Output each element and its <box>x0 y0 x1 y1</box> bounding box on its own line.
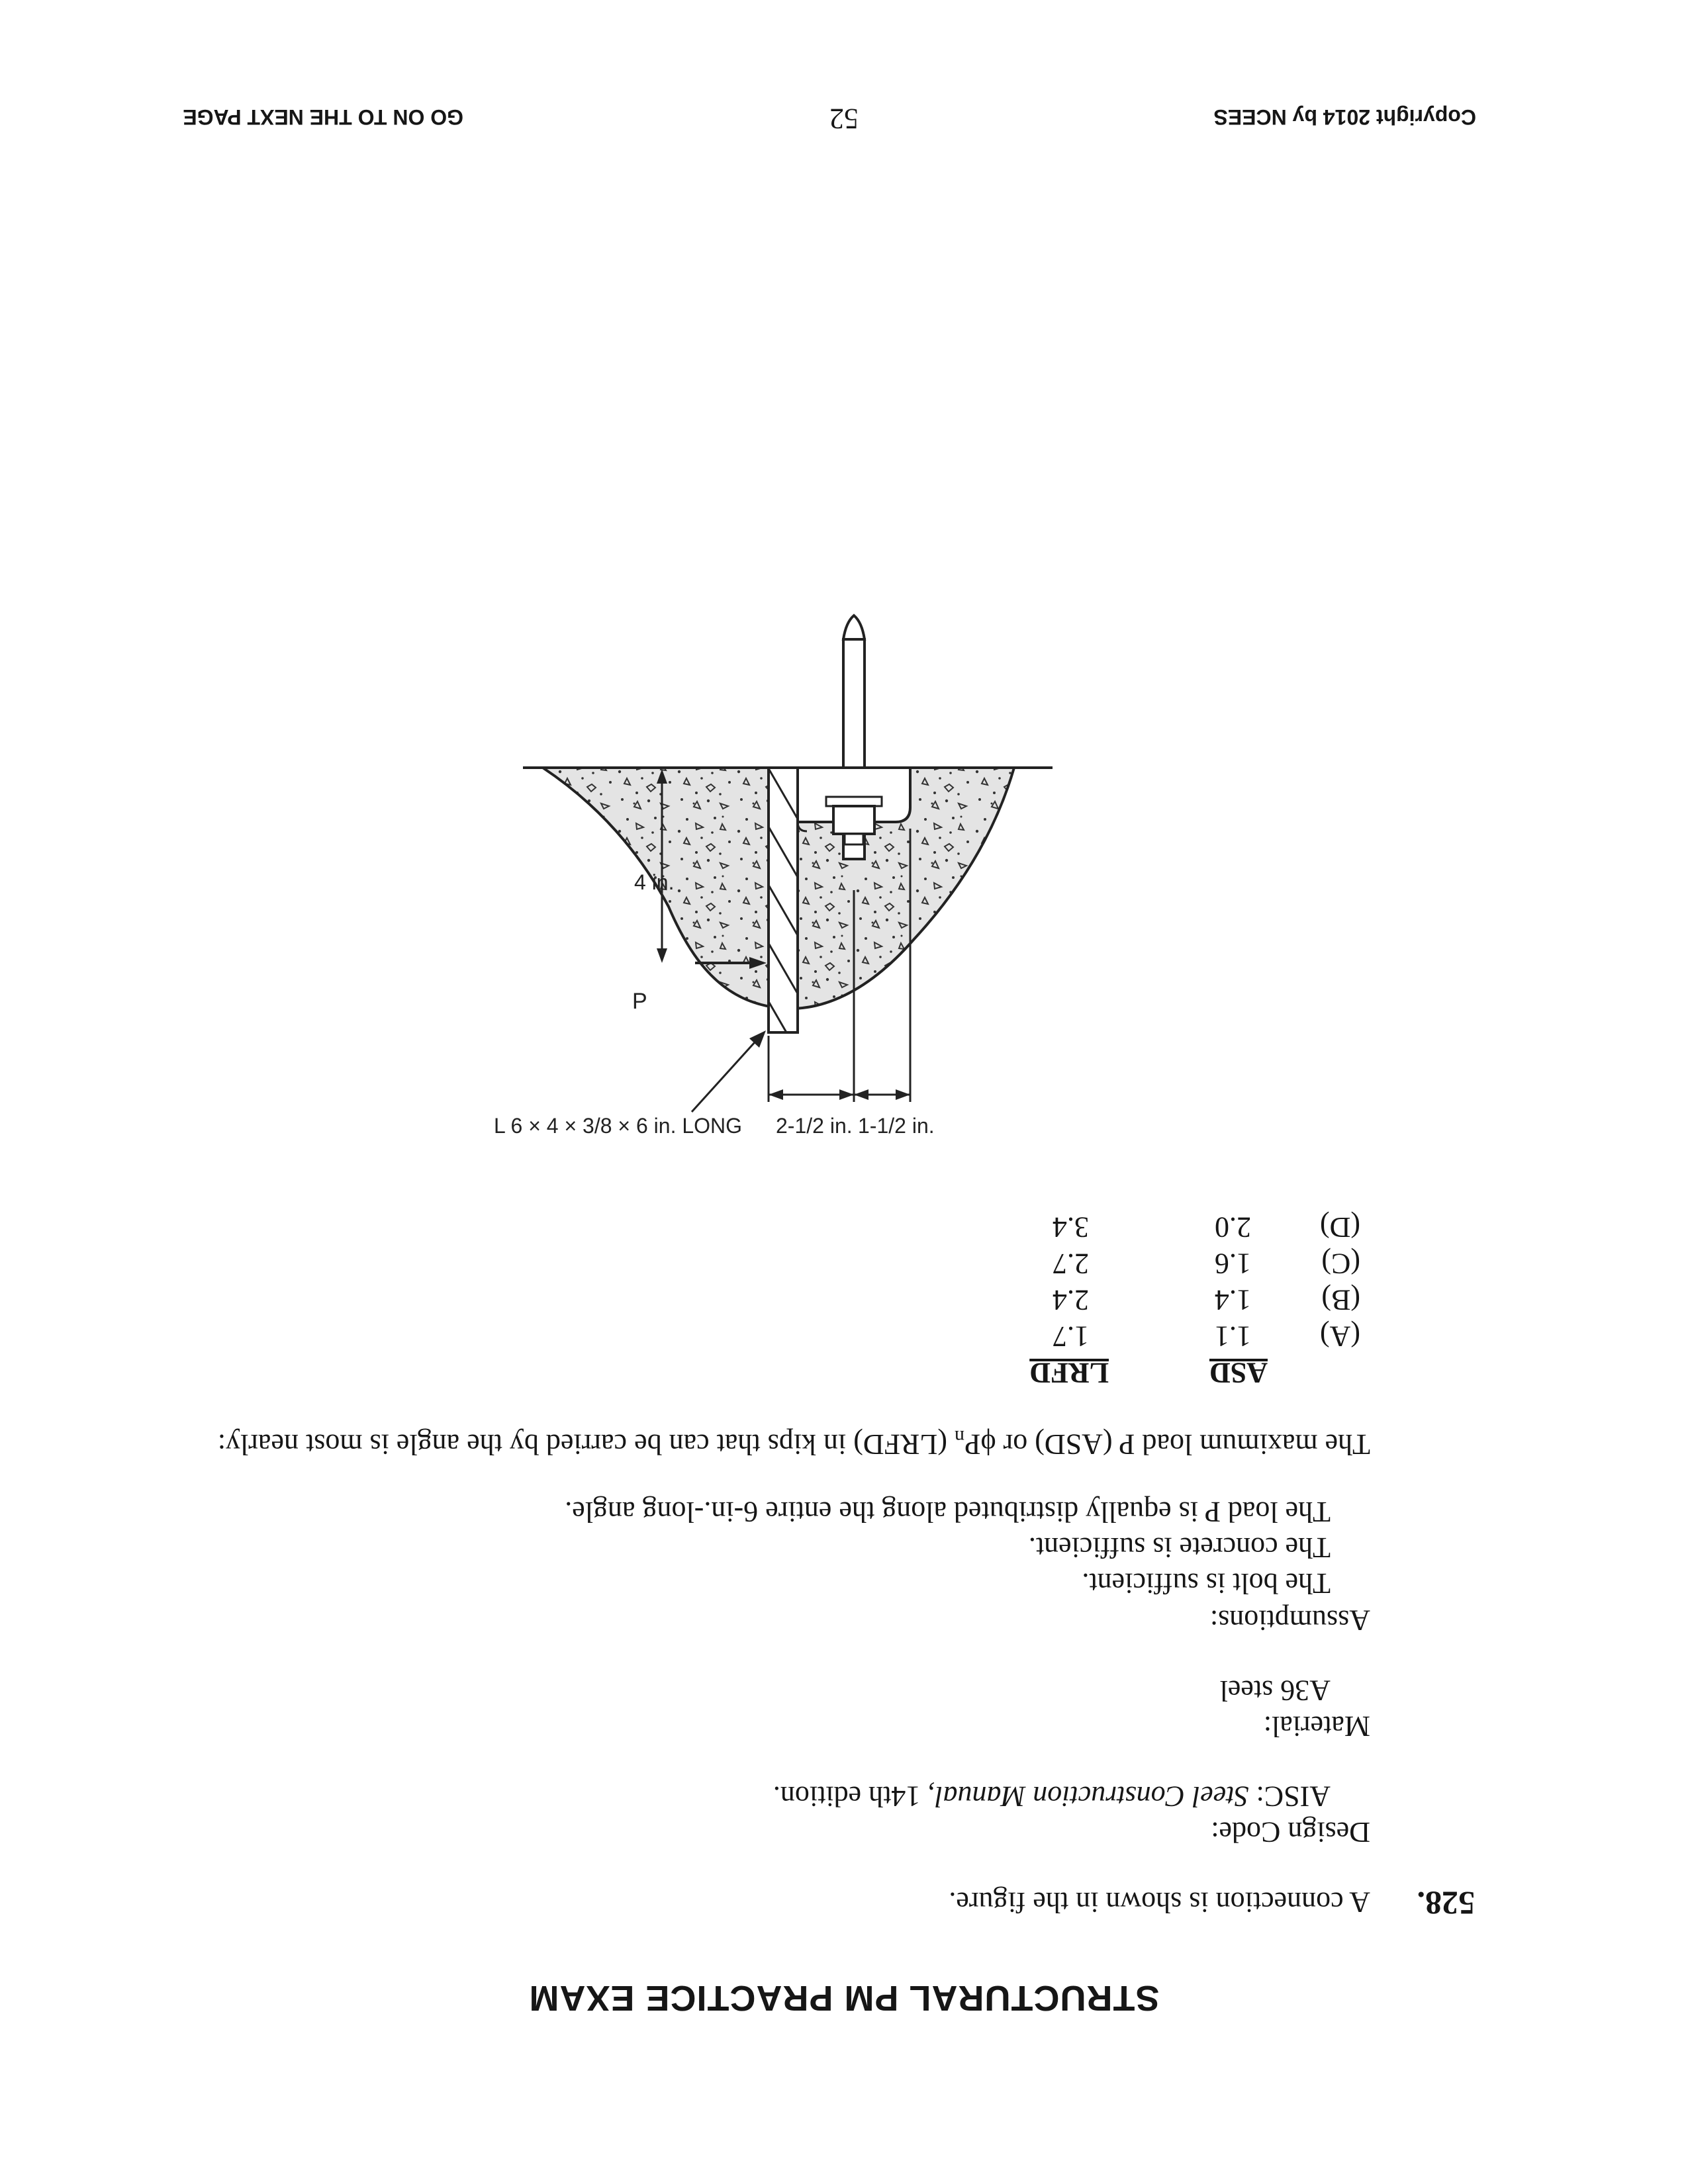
dim-arrow <box>854 1089 868 1100</box>
phi-p: ϕP <box>964 1428 996 1461</box>
option-a-letter[interactable]: (A) <box>1319 1320 1360 1353</box>
option-d-letter[interactable]: (D) <box>1319 1211 1360 1244</box>
option-c-letter[interactable]: (C) <box>1321 1248 1360 1280</box>
phi-p-subscript: n <box>954 1426 964 1448</box>
design-code-prefix: AISC: <box>1248 1780 1331 1813</box>
anchor-bolt-head <box>843 615 865 639</box>
option-c-lrfd: 2.7 <box>1053 1248 1089 1280</box>
nut <box>833 806 874 834</box>
design-code-label: Design Code: <box>1211 1816 1370 1848</box>
material-value: A36 steel <box>1219 1674 1331 1707</box>
angle-leader-line <box>692 1042 755 1112</box>
option-b-lrfd: 2.4 <box>1053 1284 1089 1316</box>
option-d-asd: 2.0 <box>1215 1211 1251 1244</box>
dim-arrow <box>839 1089 854 1100</box>
option-d-lrfd: 3.4 <box>1053 1211 1089 1244</box>
assumption-item: The concrete is sufficient. <box>1028 1531 1331 1564</box>
page-number: 52 <box>829 103 859 135</box>
page-title: STRUCTURAL PM PRACTICE EXAM <box>528 1978 1160 2018</box>
option-b-asd: 1.4 <box>1215 1284 1251 1316</box>
column-header-lrfd: LRFD <box>1029 1357 1109 1389</box>
option-a-lrfd: 1.7 <box>1053 1320 1089 1353</box>
assumption-item: The load P is equally distributed along the entire 6-in.-long angle. <box>565 1496 1331 1528</box>
bolt-tip <box>845 834 863 844</box>
question-intro: A connection is shown in the figure. <box>949 1886 1370 1919</box>
option-b-letter[interactable]: (B) <box>1321 1284 1360 1316</box>
dim-4in-arrow <box>657 948 667 963</box>
column-header-asd: ASD <box>1209 1357 1268 1389</box>
option-c-asd: 1.6 <box>1215 1248 1251 1280</box>
washer <box>826 797 882 806</box>
footer-next-page: GO ON TO THE NEXT PAGE <box>183 105 463 129</box>
dim-arrow <box>896 1089 910 1100</box>
angle-size-label: L 6 × 4 × 3/8 × 6 in. LONG <box>494 1114 743 1138</box>
question-text-after: (LRFD) in kips that can be carried by the angle is most nearly: <box>217 1428 955 1461</box>
angle-vertical-leg <box>769 768 798 1032</box>
dim-1-label: 1-1/2 in. <box>858 1114 935 1138</box>
material-label: Material: <box>1263 1710 1370 1743</box>
question-number: 528. <box>1417 1885 1475 1922</box>
assumption-item: The bolt is sufficient. <box>1082 1567 1331 1600</box>
dim-4in-label: 4 in. <box>634 870 675 894</box>
footer-copyright: Copyright 2014 by NCEES <box>1213 105 1476 129</box>
option-a-asd: 1.1 <box>1215 1320 1251 1353</box>
assumptions-label: Assumptions: <box>1209 1604 1370 1637</box>
question-text-before: The maximum load P (ASD) or <box>996 1428 1370 1461</box>
design-code-edition: 14th edition. <box>773 1780 928 1813</box>
load-label: P <box>632 989 647 1014</box>
dim-arrow <box>769 1089 783 1100</box>
dim-2-label: 2-1/2 in. <box>776 1114 853 1138</box>
design-code-manual: Steel Construction Manual, <box>927 1780 1249 1813</box>
